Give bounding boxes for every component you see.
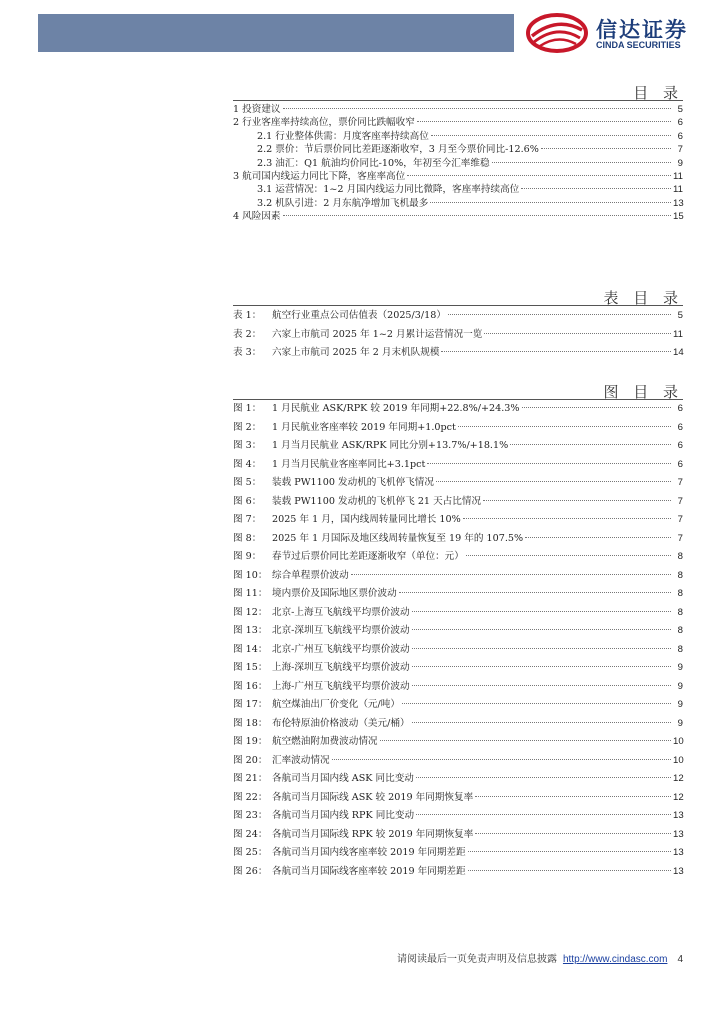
figure-entry[interactable] xyxy=(233,569,683,582)
table-entry-page: 5 xyxy=(677,310,683,321)
figure-entry[interactable] xyxy=(233,680,683,693)
dot-leader xyxy=(475,796,671,797)
toc-entry[interactable] xyxy=(233,170,683,183)
dot-leader xyxy=(402,703,671,704)
dot-leader xyxy=(475,833,671,834)
figure-entry[interactable] xyxy=(233,439,683,452)
toc-entry[interactable] xyxy=(233,116,683,129)
figures-title: 图 目 录 xyxy=(603,383,683,401)
toc-entry-page: 13 xyxy=(673,197,684,209)
dot-leader xyxy=(416,777,671,778)
figure-entry-label: 航空煤油出厂价变化（元/吨） xyxy=(272,699,400,710)
figure-entry-label: 北京-上海互飞航线平均票价波动 xyxy=(272,606,410,618)
dot-leader xyxy=(417,121,671,122)
figure-entry[interactable] xyxy=(233,476,683,489)
figure-entry[interactable] xyxy=(233,772,683,785)
figure-entry-page: 12 xyxy=(673,791,684,803)
figure-entry-page: 8 xyxy=(677,625,683,636)
figure-entry-label: 1 月当月民航业客座率同比+3.1pct xyxy=(272,458,426,470)
figure-entry-label: 上海-深圳互飞航线平均票价波动 xyxy=(272,662,410,673)
figure-entry[interactable] xyxy=(233,809,683,822)
figure-entry[interactable] xyxy=(233,587,683,600)
figure-entry-page: 6 xyxy=(677,403,683,414)
dot-leader xyxy=(412,685,671,686)
logo-chinese-name: 信达证券 xyxy=(596,18,688,42)
figure-entry-label: 上海-广州互飞航线平均票价波动 xyxy=(272,680,410,692)
figure-entry-label: 装载 PW1100 发动机的飞机停飞 21 天占比情况 xyxy=(272,495,482,507)
table-entry-number: 表 2： xyxy=(233,328,262,340)
dot-leader xyxy=(283,215,671,216)
dot-leader xyxy=(466,555,671,556)
cinda-logo xyxy=(526,12,706,54)
figure-entry-label: 综合单程票价波动 xyxy=(272,569,349,581)
figure-entry[interactable] xyxy=(233,513,683,526)
toc-entry-label: 2.1 行业整体供需：月度客座率持续高位 xyxy=(257,130,429,142)
figure-entry[interactable] xyxy=(233,698,683,711)
figure-entry-number: 图 25： xyxy=(233,847,268,858)
toc-entry[interactable] xyxy=(257,157,683,170)
toc-rule xyxy=(233,100,683,101)
footer-website-link[interactable]: http://www.cindasc.com xyxy=(562,954,668,965)
figure-entry-page: 7 xyxy=(677,514,683,525)
toc-entry-label: 4 风险因素 xyxy=(233,211,281,223)
toc-entry-page: 15 xyxy=(673,211,684,223)
dot-leader xyxy=(407,175,671,176)
figure-entry-number: 图 22： xyxy=(233,791,268,803)
toc-entry-page: 7 xyxy=(677,144,683,156)
toc-title: 目 录 xyxy=(633,84,683,102)
dot-leader xyxy=(380,740,671,741)
table-entry-label: 六家上市航司 2025 年 2 月末机队规模 xyxy=(272,347,440,358)
figure-entry-number: 图 5： xyxy=(233,477,262,488)
figure-entry-page: 13 xyxy=(673,865,684,877)
dot-leader xyxy=(430,202,671,203)
figure-entry[interactable] xyxy=(233,865,683,878)
table-entry-page: 11 xyxy=(673,328,683,340)
figure-entry-page: 13 xyxy=(673,847,684,858)
figure-entry[interactable] xyxy=(233,643,683,656)
figure-entry-page: 13 xyxy=(673,828,684,840)
figure-entry-label: 1 月民航业 ASK/RPK 较 2019 年同期+22.8%/+24.3% xyxy=(272,403,520,414)
figure-entry-number: 图 11： xyxy=(233,588,268,599)
page-footer xyxy=(397,950,683,965)
toc-entry[interactable] xyxy=(233,103,683,116)
figure-entry-number: 图 16： xyxy=(233,680,268,692)
figure-entry-label: 装载 PW1100 发动机的飞机停飞情况 xyxy=(272,477,434,488)
figure-entry-label: 1 月当月民航业 ASK/RPK 同比分别+13.7%/+18.1% xyxy=(272,440,509,451)
figure-entry-label: 各航司当月国际线 ASK 较 2019 年同期恢复率 xyxy=(272,791,474,803)
figure-entry-number: 图 15： xyxy=(233,662,268,673)
figure-entry-label: 春节过后票价同比差距逐渐收窄（单位：元） xyxy=(272,551,464,562)
figure-entry-page: 7 xyxy=(677,477,683,488)
toc-entry[interactable] xyxy=(257,143,683,156)
toc-entry-page: 6 xyxy=(677,117,683,129)
dot-leader xyxy=(522,407,671,408)
figure-entry-number: 图 2： xyxy=(233,421,262,433)
figures-rule xyxy=(233,399,683,400)
figure-entry[interactable] xyxy=(233,661,683,674)
dot-leader xyxy=(525,537,671,538)
dot-leader xyxy=(521,188,671,189)
toc-entry-page: 6 xyxy=(677,130,683,142)
figure-entry-number: 图 20： xyxy=(233,754,268,766)
figure-entry[interactable] xyxy=(233,421,683,434)
figure-entry[interactable] xyxy=(233,458,683,471)
figure-entry-label: 各航司当月国际线客座率较 2019 年同期差距 xyxy=(272,865,466,877)
dot-leader xyxy=(441,351,671,352)
toc-entry[interactable] xyxy=(257,197,683,210)
figure-entry-page: 13 xyxy=(673,810,684,821)
figure-entry-label: 1 月民航业客座率较 2019 年同期+1.0pct xyxy=(272,421,456,433)
figure-entry[interactable] xyxy=(233,754,683,767)
tables-rule xyxy=(233,305,683,306)
figure-entry-number: 图 19： xyxy=(233,736,268,747)
dot-leader xyxy=(541,148,671,149)
figure-entry-label: 布伦特原油价格波动（美元/桶） xyxy=(272,717,410,729)
dot-leader xyxy=(448,314,671,315)
figure-entry[interactable] xyxy=(233,495,683,508)
table-entry-label: 航空行业重点公司估值表（2025/3/18） xyxy=(272,310,446,321)
dot-leader xyxy=(436,481,671,482)
figure-entry-label: 2025 年 1 月，国内线周转量同比增长 10% xyxy=(272,514,461,525)
figure-entry-number: 图 6： xyxy=(233,495,262,507)
figure-entry-label: 汇率波动情况 xyxy=(272,754,330,766)
figure-entry-page: 10 xyxy=(673,736,684,747)
cinda-logo-icon xyxy=(526,12,588,54)
toc-entry-label: 2 行业客座率持续高位，票价同比跌幅收窄 xyxy=(233,117,415,129)
figure-entry-page: 7 xyxy=(677,532,683,544)
table-entry[interactable] xyxy=(233,346,683,359)
toc-entry-page: 9 xyxy=(677,157,683,169)
figure-entry-page: 8 xyxy=(677,606,683,618)
table-entry-page: 14 xyxy=(673,347,684,358)
figure-entry-number: 图 10： xyxy=(233,569,268,581)
figure-entry-page: 6 xyxy=(677,421,683,433)
figure-entry-page: 9 xyxy=(677,662,683,673)
figure-entry-label: 各航司当月国内线 RPK 同比变动 xyxy=(272,810,415,821)
figure-entry-number: 图 21： xyxy=(233,773,268,784)
dot-leader xyxy=(412,722,671,723)
figure-entry-label: 北京-广州互飞航线平均票价波动 xyxy=(272,643,410,655)
figure-entry-number: 图 14： xyxy=(233,643,268,655)
figure-entry[interactable] xyxy=(233,550,683,563)
dot-leader xyxy=(399,592,671,593)
figure-entry-number: 图 18： xyxy=(233,717,268,729)
figure-entry-page: 9 xyxy=(677,717,683,729)
figure-entry[interactable] xyxy=(233,717,683,730)
dot-leader xyxy=(468,870,671,871)
dot-leader xyxy=(463,518,671,519)
table-entry[interactable] xyxy=(233,309,683,322)
figure-entry-page: 6 xyxy=(677,458,683,470)
table-entry-number: 表 3： xyxy=(233,347,262,358)
toc-entry-page: 11 xyxy=(673,171,683,182)
figure-entry-label: 境内票价及国际地区票价波动 xyxy=(272,588,397,599)
figure-entry[interactable] xyxy=(233,791,683,804)
figure-entry-page: 8 xyxy=(677,643,683,655)
figure-entry-page: 9 xyxy=(677,699,683,710)
figure-entry-number: 图 4： xyxy=(233,458,262,470)
figure-entry[interactable] xyxy=(233,735,683,748)
toc-entry-page: 11 xyxy=(673,184,683,196)
toc-entry-label: 3.1 运营情况：1~2 月国内线运力同比微降，客座率持续高位 xyxy=(257,184,520,196)
footer-page-number: 4 xyxy=(677,954,683,965)
figure-entry-label: 2025 年 1 月国际及地区线周转量恢复至 19 年的 107.5% xyxy=(272,532,524,544)
toc-entry[interactable] xyxy=(257,130,683,143)
dot-leader xyxy=(412,648,671,649)
figure-entry[interactable] xyxy=(233,532,683,545)
table-entry-label: 六家上市航司 2025 年 1~2 月累计运营情况一览 xyxy=(272,328,483,340)
figure-entry-page: 12 xyxy=(673,773,684,784)
dot-leader xyxy=(427,463,671,464)
figure-entry-label: 航空燃油附加费波动情况 xyxy=(272,736,378,747)
figure-entry-number: 图 24： xyxy=(233,828,268,840)
header-band xyxy=(38,14,514,52)
table-entry[interactable] xyxy=(233,328,683,341)
figure-entry-label: 各航司当月国内线客座率较 2019 年同期差距 xyxy=(272,847,466,858)
figure-entry-number: 图 3： xyxy=(233,440,262,451)
figure-entry-label: 北京-深圳互飞航线平均票价波动 xyxy=(272,625,410,636)
toc-entry[interactable] xyxy=(233,210,683,223)
toc-entry[interactable] xyxy=(257,183,683,196)
toc-entry-page: 5 xyxy=(677,104,683,115)
table-entry-number: 表 1： xyxy=(233,310,262,321)
dot-leader xyxy=(412,666,671,667)
footer-disclaimer: 请阅读最后一页免责声明及信息披露 xyxy=(396,954,557,965)
dot-leader xyxy=(416,814,671,815)
dot-leader xyxy=(431,135,671,136)
dot-leader xyxy=(510,444,671,445)
dot-leader xyxy=(458,426,671,427)
figure-entry-number: 图 26： xyxy=(233,865,268,877)
dot-leader xyxy=(483,500,671,501)
figure-entry-page: 8 xyxy=(677,588,683,599)
dot-leader xyxy=(412,629,671,630)
toc-entry-label: 2.2 票价：节后票价同比差距逐渐收窄，3 月至今票价同比-12.6% xyxy=(257,144,539,156)
figure-entry[interactable] xyxy=(233,606,683,619)
toc-entry-label: 2.3 油汇：Q1 航油均价同比-10%，年初至今汇率维稳 xyxy=(257,157,490,169)
figure-entry[interactable] xyxy=(233,828,683,841)
logo-english-name: CINDA SECURITIES xyxy=(596,40,681,50)
figure-entry-page: 9 xyxy=(677,680,683,692)
figure-entry-page: 6 xyxy=(677,440,683,451)
figure-entry-number: 图 12： xyxy=(233,606,268,618)
figure-entry-number: 图 8： xyxy=(233,532,262,544)
dot-leader xyxy=(283,108,671,109)
dot-leader xyxy=(412,611,671,612)
figure-entry[interactable] xyxy=(233,402,683,415)
dot-leader xyxy=(332,759,671,760)
toc-entry-label: 3.2 机队引进：2 月东航净增加飞机最多 xyxy=(257,197,429,209)
figure-entry-page: 7 xyxy=(677,495,683,507)
figure-entry-number: 图 17： xyxy=(233,699,268,710)
figure-entry-number: 图 13： xyxy=(233,625,268,636)
dot-leader xyxy=(468,851,671,852)
figure-entry-page: 8 xyxy=(677,569,683,581)
figure-entry-number: 图 7： xyxy=(233,514,262,525)
dot-leader xyxy=(492,162,671,163)
dot-leader xyxy=(351,574,671,575)
figure-entry-number: 图 23： xyxy=(233,810,268,821)
toc-entry-label: 1 投资建议 xyxy=(233,104,281,115)
dot-leader xyxy=(484,333,671,334)
tables-title: 表 目 录 xyxy=(603,289,683,307)
toc-entry-label: 3 航司国内线运力同比下降，客座率高位 xyxy=(233,171,406,182)
figure-entry-page: 10 xyxy=(673,754,684,766)
figure-entry-number: 图 1： xyxy=(233,403,262,414)
figure-entry[interactable] xyxy=(233,846,683,859)
figure-entry-number: 图 9： xyxy=(233,551,262,562)
figure-entry-label: 各航司当月国际线 RPK 较 2019 年同期恢复率 xyxy=(272,828,474,840)
figure-entry-label: 各航司当月国内线 ASK 同比变动 xyxy=(272,773,414,784)
figure-entry[interactable] xyxy=(233,624,683,637)
figure-entry-page: 8 xyxy=(677,551,683,562)
